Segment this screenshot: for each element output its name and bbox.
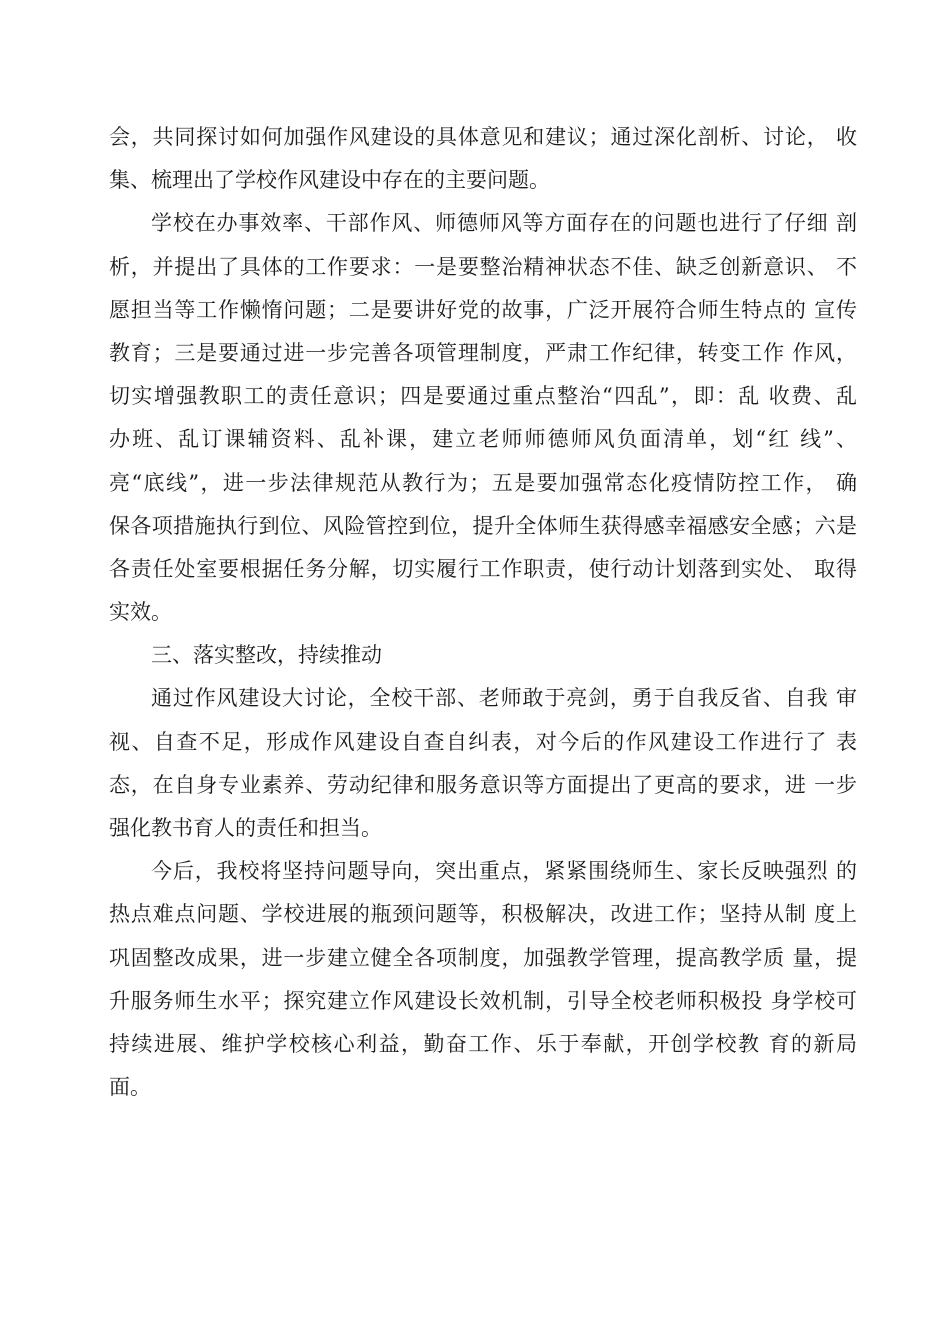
- text-line: 升服务师生水平；探究建立作风建设长效机制，引导全校老师积极投 身学校可: [109, 988, 857, 1013]
- paragraph: [109, 677, 857, 850]
- text-line: 巩固整改成果，进一步建立健全各项制度，加强教学管理，提高教学质 量，提: [109, 945, 857, 970]
- text-line: 通过作风建设大讨论，全校干部、老师敢于亮剑，勇于自我反省、自我 审: [151, 686, 857, 711]
- text-line: 亮“底线”，进一步法律规范从教行为；五是要加强常态化疫情防控工作， 确: [109, 470, 857, 495]
- document-body: [109, 116, 857, 1109]
- text-line: 愿担当等工作懒惰问题；二是要讲好党的故事，广泛开展符合师生特点的 宣传: [109, 297, 857, 322]
- text-line: 态，在自身专业素养、劳动纪律和服务意识等方面提出了更高的要求，进 一步: [109, 772, 857, 797]
- paragraph: [109, 116, 857, 202]
- text-line: 视、自查不足，形成作风建设自查自纠表，对今后的作风建设工作进行了 表: [109, 729, 857, 754]
- text-line: 持续进展、维护学校核心利益，勤奋工作、乐于奉献，开创学校教 育的新局: [109, 1031, 857, 1056]
- text-line: 切实增强教职工的责任意识；四是要通过重点整治“四乱”，即：乱 收费、乱: [109, 384, 857, 409]
- text-line: 热点难点问题、学校进展的瓶颈问题等，积极解决，改进工作；坚持从制 度上: [109, 902, 857, 927]
- text-line: 会，共同探讨如何加强作风建设的具体意见和建议；通过深化剖析、讨论， 收: [109, 125, 857, 149]
- section-heading-text: 三、落实整改，持续推动: [151, 643, 382, 668]
- text-line: 强化教书育人的责任和担当。: [109, 816, 382, 840]
- text-line: 各责任处室要根据任务分解，切实履行工作职责，使行动计划落到实处、 取得: [109, 556, 857, 581]
- paragraph: [109, 202, 857, 634]
- text-line: 办班、乱订课辅资料、乱补课，建立老师师德师风负面清单，划“红 线”、: [109, 427, 857, 452]
- text-line: 面。: [109, 1075, 151, 1100]
- text-line: 教育；三是要通过进一步完善各项管理制度，严肃工作纪律，转变工作 作风，: [109, 340, 857, 365]
- text-line: 学校在办事效率、干部作风、师德师风等方面存在的问题也进行了仔细 剖: [151, 211, 857, 236]
- text-line: 集、梳理出了学校作风建设中存在的主要问题。: [109, 168, 550, 193]
- text-line: 保各项措施执行到位、风险管控到位，提升全体师生获得感幸福感安全感；六是: [109, 513, 857, 538]
- text-line: 析，并提出了具体的工作要求：一是要整治精神状态不佳、缺乏创新意识、 不: [109, 254, 857, 279]
- paragraph: [109, 850, 857, 1109]
- text-line: 实效。: [109, 600, 172, 625]
- section-heading: [109, 634, 857, 677]
- text-line: 今后，我校将坚持问题导向，突出重点，紧紧围绕师生、家长反映强烈 的: [151, 859, 857, 884]
